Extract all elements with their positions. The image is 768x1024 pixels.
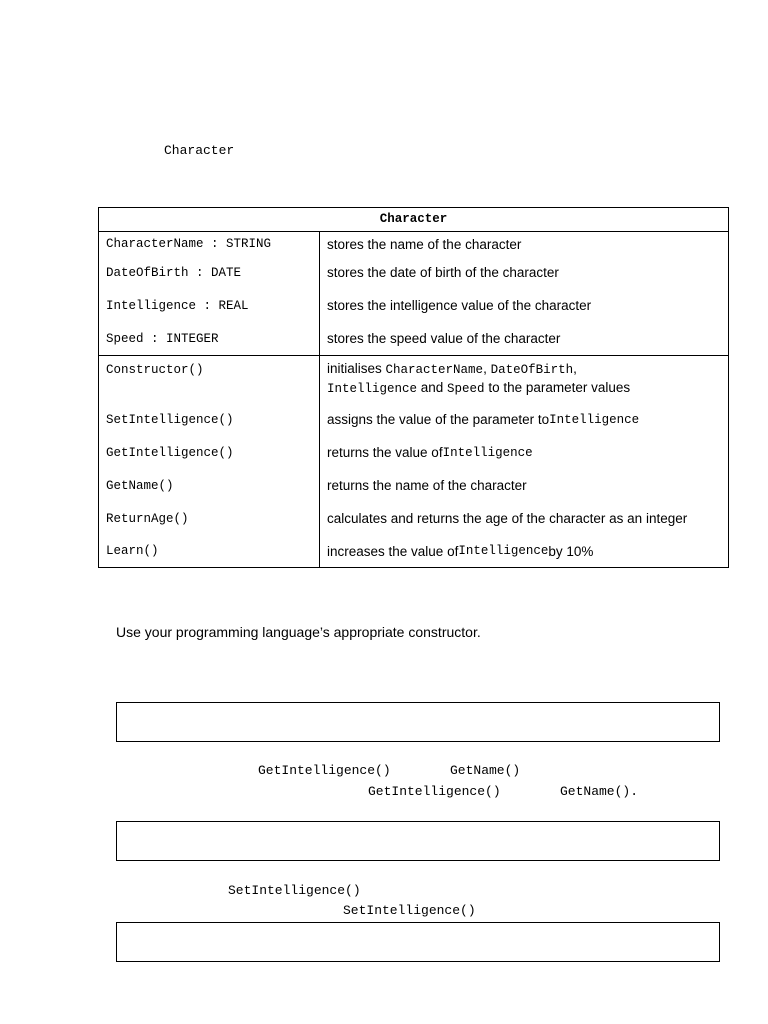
method-name: Constructor(): [106, 363, 204, 377]
attribute-description: stores the speed value of the character: [327, 331, 561, 346]
code-fragment: GetName(): [450, 763, 521, 778]
code-fragment: GetName().: [560, 784, 639, 799]
method-description: returns the value of Intelligence: [327, 445, 533, 460]
attribute-descriptions-cell: [320, 232, 729, 356]
attribute-description: stores the intelligence value of the character: [327, 298, 592, 313]
attribute-names-cell: [99, 232, 320, 356]
method-description: initialises CharacterName, DateOfBirth, Intelligence and Speed to the parameter values: [327, 361, 631, 396]
class-name-label: Character: [164, 143, 235, 158]
methods-section: [99, 356, 729, 568]
code-fragment: SetIntelligence(): [228, 883, 361, 898]
code-fragment: GetIntelligence(): [368, 784, 501, 799]
class-diagram-header: Character: [99, 208, 729, 232]
method-name: GetName(): [106, 478, 174, 493]
method-name: GetIntelligence(): [106, 445, 234, 460]
code-fragment: SetIntelligence(): [343, 903, 476, 918]
answer-box-3[interactable]: [116, 922, 720, 962]
answer-box-2[interactable]: [116, 821, 720, 861]
method-name: ReturnAge(): [106, 511, 189, 526]
class-diagram-table: [98, 207, 729, 568]
attribute-description: stores the name of the character: [327, 236, 522, 252]
attribute-name: Intelligence : REAL: [106, 298, 249, 313]
instruction-text: Use your programming language’s appropriate constructor.: [116, 624, 481, 640]
code-fragment: GetIntelligence(): [258, 763, 391, 778]
method-description: assigns the value of the parameter to Intelligence: [327, 412, 640, 427]
method-name: Learn(): [106, 544, 159, 558]
method-names-cell: [99, 356, 320, 568]
answer-box-1[interactable]: [116, 702, 720, 742]
method-descriptions-cell: [320, 356, 729, 568]
attributes-section: [99, 232, 729, 356]
attribute-name: Speed : INTEGER: [106, 331, 219, 346]
attribute-description: stores the date of birth of the character: [327, 265, 559, 280]
method-description: calculates and returns the age of the character as an integer: [327, 511, 688, 526]
method-description: returns the name of the character: [327, 478, 527, 493]
method-description: increases the value of Intelligence by 10%: [327, 543, 594, 559]
attribute-name: CharacterName : STRING: [106, 237, 272, 251]
attribute-name: DateOfBirth : DATE: [106, 265, 242, 280]
method-name: SetIntelligence(): [106, 412, 234, 427]
